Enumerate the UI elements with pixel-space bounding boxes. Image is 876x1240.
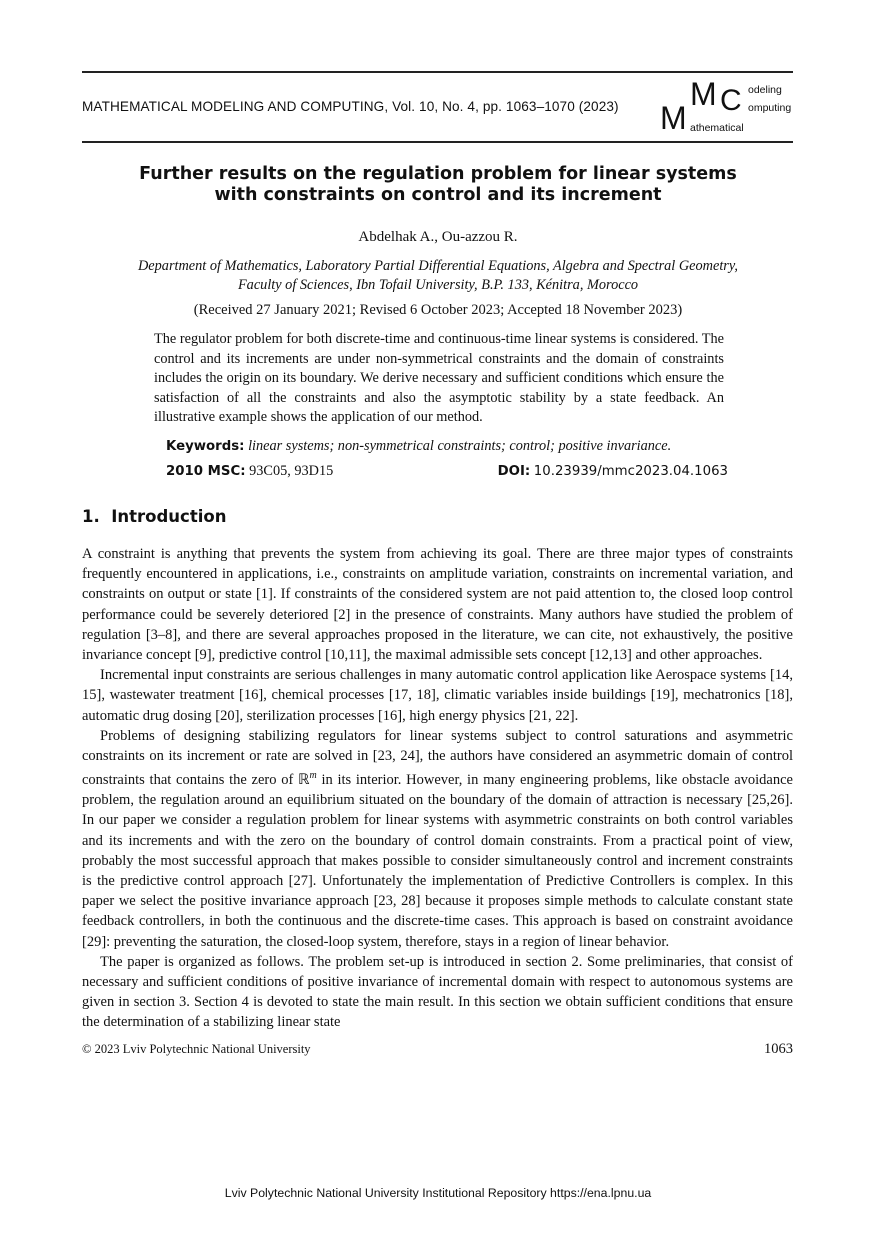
title-line: with constraints on control and its increment (214, 185, 662, 205)
logo-text: athematical (690, 122, 744, 134)
section-heading (82, 506, 876, 528)
affiliation (0, 257, 876, 295)
journal-logo (660, 78, 796, 140)
header-top-rule (82, 71, 793, 73)
paragraph (82, 726, 793, 952)
body-text (82, 544, 793, 1033)
page-number: 1063 (764, 1040, 793, 1057)
section-title: Introduction (111, 506, 227, 526)
repository-note: Lviv Polytechnic National University Institutional Repository https://ena.lpnu.ua (224, 1186, 652, 1200)
doi[interactable] (498, 459, 728, 484)
page-footer (82, 1041, 793, 1058)
doi-value[interactable]: 10.23939/mmc2023.04.1063 (533, 463, 728, 479)
keywords-label: Keywords: (166, 438, 245, 454)
title-line: Further results on the regulation problem for linear systems (139, 164, 737, 184)
keywords-value: linear systems; non-symmetrical constraints; control; positive invariance. (248, 437, 672, 454)
msc (166, 459, 333, 484)
affiliation-line: Faculty of Sciences, Ibn Tofail University, B.P. 133, Kénitra, Morocco (237, 277, 639, 293)
authors: Abdelhak A., Ou-azzou R. (358, 229, 518, 245)
math-symbol: ℝ (298, 772, 310, 789)
logo-text: omputing (748, 102, 792, 114)
msc-label: 2010 MSC: (166, 463, 246, 479)
paragraph: A constraint is anything that prevents the system from achieving its goal. There are three major types of constraints frequently encountered in applications, i.e., constraints on amplitude variation, constraints on incremental variation, and constraints on output or state [1]. If constraints of the considered system are not paid attention to, the closed loop control performance could be severely deteriored [2] in the presence of constraints. Many authors have studied the problem of regulation [3–8], and there are several approaches proposed in the literature, we can cite, not exhaustively, the positive invariance concept [9], predictive control [10,11], the maximal admissible sets concept [12,13] and other approaches. (82, 545, 793, 663)
doi-label: DOI: (497, 463, 531, 479)
msc-doi-row (166, 459, 728, 484)
paragraph: The paper is organized as follows. The problem set-up is introduced in section 2. Some preliminaries, that consist of necessary and sufficient conditions of positive invariance of incremental domain with respect to autonomous systems are given in section 3. Section 4 is devoted to state the main result. In this section we obtain sufficient conditions that ensure the determination of a stabilizing linear state (82, 953, 793, 1031)
logo-letter: C (720, 84, 742, 117)
copyright: © 2023 Lviv Polytechnic National University (82, 1041, 311, 1056)
journal-citation: MATHEMATICAL MODELING AND COMPUTING, Vol. 10, No. 4, pp. 1063–1070 (2023) (82, 99, 619, 114)
keywords (166, 434, 728, 459)
abstract: The regulator problem for both discrete-time and continuous-time linear systems is considered. The control and its increments are under non-symmetrical constraints and the domain of constraints includes the origin on its boundary. We derive necessary and sufficient conditions which ensure the satisfaction of all the constraints and also the asymptotic stability by a state feedback. An illustrative example shows the application of our method. (154, 331, 724, 426)
logo-letter: M (690, 76, 717, 112)
logo-letter: M (660, 100, 687, 136)
affiliation-line: Department of Mathematics, Laboratory Partial Differential Equations, Algebra and Spectral Geometry, (137, 258, 738, 274)
section-number: 1. (82, 506, 100, 526)
msc-value: 93C05, 93D15 (249, 462, 334, 479)
text-run: in its interior. However, in many engineering problems, like obstacle avoidance problem, the regulation around an equilibrium situated on the boundary of the domain of attraction is necessary [25,26]. In our paper we consider a regulation problem for linear systems with asymmetric constraints on both control variables and its increments and with the zero on the boundary of control domain constraints. From a practical point of view, probably the most successful approach that makes possible to consider simultaneously control and increment constraints is the predictive control approach [27]. Unfortunately the implementation of Predictive Controllers is complex. In this paper we select the positive invariance approach [23, 28] because it proposes simple methods to calculate constant state feedback controllers, in both the continuous and the discrete-time cases. This approach is based on constraint avoidance [29]: preventing the saturation, the closed-loop system, therefore, stays in a region of linear behavior. (82, 772, 793, 950)
paper-title (0, 164, 876, 206)
header-bottom-rule (82, 141, 793, 143)
paragraph: Incremental input constraints are serious challenges in many automatic control application like Aerospace systems [14, 15], wastewater treatment [16], chemical processes [17, 18], climatic variables inside buildings [19], mechatronics [18], automatic drug dosing [20], sterilization processes [16], high energy physics [21, 22]. (82, 667, 793, 724)
main-content (0, 330, 876, 1058)
math-superscript: m (309, 770, 317, 782)
logo-text: odeling (748, 84, 782, 96)
text-run: Problems of designing stabilizing regulators for linear systems subject to control saturations and asymmetric constraints on its increment or rate are solved in [23, 24], the authors have considered an asymmetric domain of control constraints that contains the zero of (82, 727, 793, 789)
received-dates: (Received 27 January 2021; Revised 6 October 2023; Accepted 18 November 2023) (193, 302, 683, 318)
